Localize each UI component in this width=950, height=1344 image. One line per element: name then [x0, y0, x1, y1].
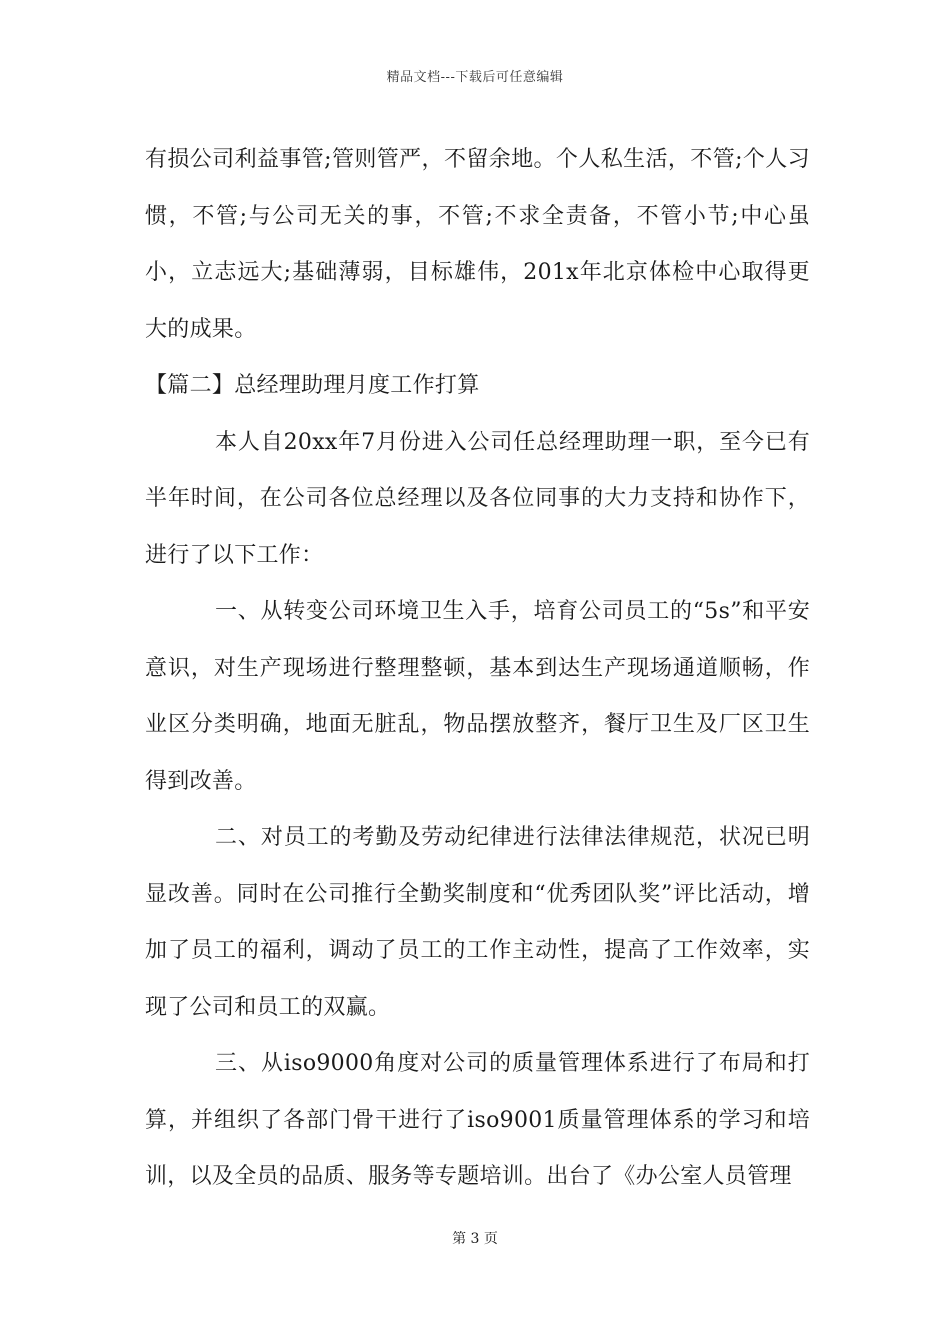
paragraph-intro: 本人自20xx年7月份进入公司任总经理助理一职，至今已有半年时间，在公司各位总经理以及各位同事的大力支持和协作下，进行了以下工作： — [145, 429, 810, 568]
paragraph-item-1: 一、从转变公司环境卫生入手，培育公司员工的“5s”和平安意识，对生产现场进行整理整顿，基本到达生产现场通道顺畅，作业区分类明确，地面无脏乱，物品摆放整齐，餐厅卫生及厂区卫生得到改善。 — [145, 599, 810, 794]
paragraph-item-3: 三、从iso9000角度对公司的质量管理体系进行了布局和打算，并组织了各部门骨干进行了iso9001质量管理体系的学习和培训，以及全员的品质、服务等专题培训。出台了《办公室人员管理 — [145, 1051, 810, 1189]
document-header: 精品文档---下载后可任意编辑 — [386, 70, 564, 85]
paragraph-continuation: 有损公司利益事管;管则管严，不留余地。个人私生活，不管;个人习惯，不管;与公司无关的事，不管;不求全责备，不管小节;中心虽小，立志远大;基础薄弱，目标雄伟，201x年北京体检中心取得更大的成果。 — [145, 147, 810, 342]
page-number: 第 3 页 — [452, 1231, 498, 1247]
section-heading: 【篇二】总经理助理月度工作打算 — [145, 373, 480, 398]
document-body — [145, 132, 810, 1206]
paragraph-item-2: 二、对员工的考勤及劳动纪律进行法律法律规范，状况已明显改善。同时在公司推行全勤奖制度和“优秀团队奖”评比活动，增加了员工的福利，调动了员工的工作主动性，提高了工作效率，实现了公司和员工的双赢。 — [145, 825, 810, 1020]
